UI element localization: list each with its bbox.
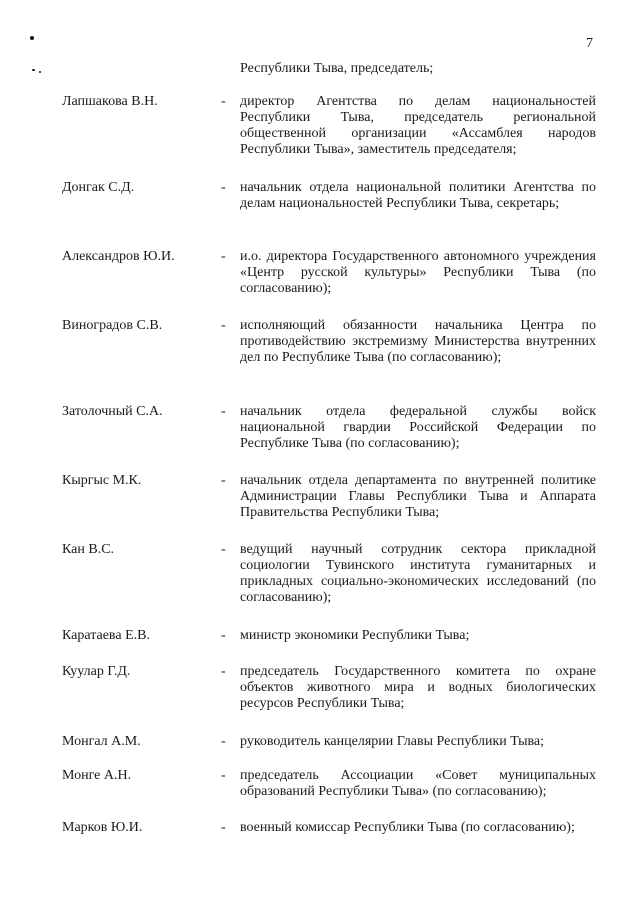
- member-name: Кыргыс М.К.: [62, 473, 142, 488]
- member-dash: -: [221, 180, 226, 195]
- member-dash: -: [221, 249, 226, 264]
- member-role: ведущий научный сотрудник сектора прикладной социологии Тувинского института гуманитарных и прикладных социально-экономических исследований (по согласованию);: [240, 542, 596, 605]
- member-name: Кан В.С.: [62, 542, 115, 557]
- member-name: Каратаева Е.В.: [62, 628, 150, 643]
- member-role: председатель Ассоциации «Совет муниципальных образований Республики Тыва» (по согласованию);: [240, 768, 596, 799]
- member-name: Лапшакова В.Н.: [62, 94, 158, 109]
- scan-speck: [30, 36, 34, 40]
- member-name: Донгак С.Д.: [62, 180, 135, 195]
- member-dash: -: [221, 318, 226, 333]
- member-role: директор Агентства по делам национальностей Республики Тыва, председатель региональной общественной организации «Ассамблея народов Республики Тыва», заместитель председателя;: [240, 94, 596, 157]
- member-name: Монге А.Н.: [62, 768, 132, 783]
- member-name: Затолочный С.А.: [62, 404, 163, 419]
- member-dash: -: [221, 542, 226, 557]
- member-dash: -: [221, 820, 226, 835]
- member-dash: -: [221, 94, 226, 109]
- member-name: Александров Ю.И.: [62, 249, 175, 264]
- member-name: Марков Ю.И.: [62, 820, 143, 835]
- member-dash: -: [221, 734, 226, 749]
- member-dash: -: [221, 768, 226, 783]
- continuation-text: Республики Тыва, председатель;: [240, 61, 434, 76]
- member-role: начальник отдела федеральной службы войск национальной гвардии Российской Федерации по Республике Тыва (по согласованию);: [240, 404, 596, 451]
- page-number: 7: [586, 36, 593, 51]
- member-name: Виноградов С.В.: [62, 318, 163, 333]
- member-role: министр экономики Республики Тыва;: [240, 628, 470, 643]
- member-role: руководитель канцелярии Главы Республики Тыва;: [240, 734, 545, 749]
- member-role: председатель Государственного комитета по охране объектов животного мира и водных биологических ресурсов Республики Тыва;: [240, 664, 596, 711]
- member-dash: -: [221, 664, 226, 679]
- member-role: исполняющий обязанности начальника Центра по противодействию экстремизму Министерства внутренних дел по Республике Тыва (по согласованию);: [240, 318, 596, 365]
- scan-speck: [32, 69, 35, 71]
- member-name: Монгал А.М.: [62, 734, 141, 749]
- scan-speck: [39, 71, 41, 73]
- member-role: начальник отдела департамента по внутренней политике Администрации Главы Республики Тыва и Аппарата Правительства Республики Тыва;: [240, 473, 596, 520]
- member-name: Куулар Г.Д.: [62, 664, 131, 679]
- member-role: и.о. директора Государственного автономного учреждения «Центр русской культуры» Республики Тыва (по согласованию);: [240, 249, 596, 296]
- member-dash: -: [221, 628, 226, 643]
- member-role: начальник отдела национальной политики Агентства по делам национальностей Республики Тыва, секретарь;: [240, 180, 596, 211]
- member-role: военный комиссар Республики Тыва (по согласованию);: [240, 820, 575, 835]
- member-dash: -: [221, 404, 226, 419]
- member-dash: -: [221, 473, 226, 488]
